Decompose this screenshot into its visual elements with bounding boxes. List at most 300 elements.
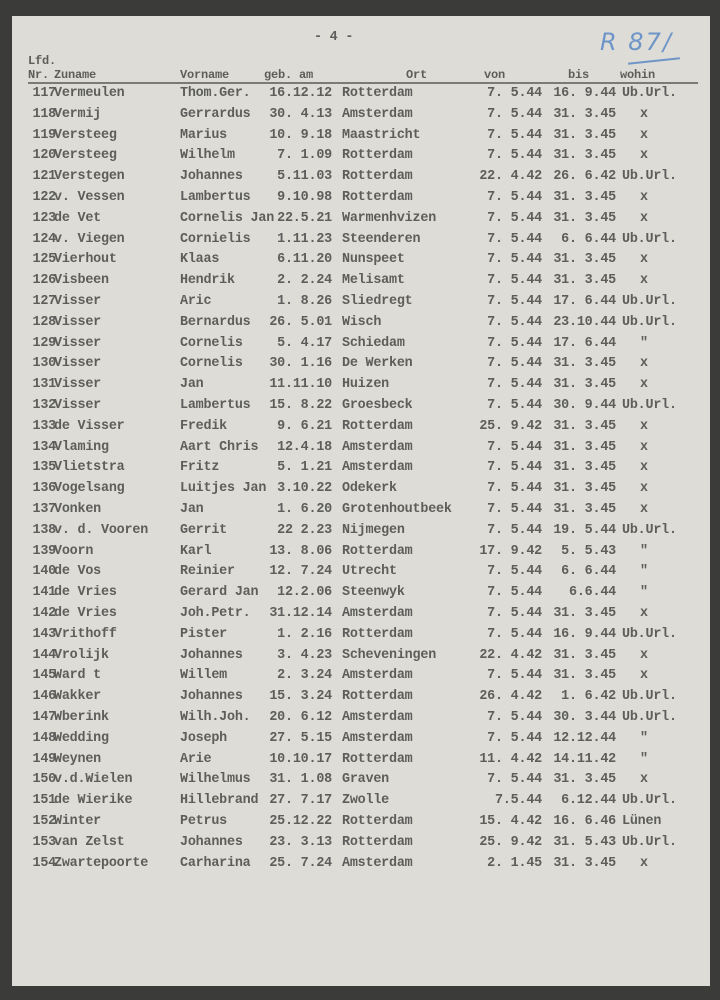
cell-zuname: de Wierike [54, 793, 133, 809]
cell-von: 7. 5.44 [487, 314, 542, 330]
table-row [12, 710, 710, 731]
cell-bis: 31. 3.45 [553, 855, 616, 871]
cell-bis: 31. 3.45 [553, 377, 616, 393]
cell-zuname: Voorn [54, 543, 94, 559]
cell-wohin: Ub.Url. [622, 834, 677, 850]
header-geb-am: geb. am [264, 68, 314, 82]
table-row [12, 440, 710, 461]
cell-zuname: Wakker [54, 689, 102, 705]
cell-ort: Rotterdam [342, 834, 413, 850]
header-bis: bis [568, 68, 590, 82]
cell-vorname: Pister [180, 626, 228, 642]
cell-nr: 124 [32, 231, 56, 247]
cell-geb: 30. 1.16 [269, 356, 332, 372]
cell-ort: Zwolle [342, 793, 390, 809]
cell-bis: 31. 3.45 [553, 190, 616, 205]
cell-bis: 31. 3.45 [553, 356, 616, 372]
cell-wohin: Ub.Url. [622, 314, 677, 330]
cell-von: 7. 5.44 [487, 294, 542, 309]
cell-zuname: Visser [54, 294, 102, 309]
cell-geb: 10.10.17 [269, 751, 332, 767]
cell-zuname: Visser [54, 314, 102, 330]
header-underline [28, 82, 698, 84]
cell-vorname: Johannes [180, 834, 243, 850]
cell-ort: Steenwyk [342, 585, 405, 601]
cell-nr: 152 [32, 814, 56, 829]
cell-bis: 31. 3.45 [553, 460, 616, 476]
cell-geb: 22.5.21 [277, 210, 332, 226]
cell-geb: 2. 2.24 [277, 273, 332, 289]
cell-geb: 11.11.10 [269, 377, 332, 393]
cell-nr: 126 [32, 273, 56, 289]
cell-ort: Amsterdam [342, 730, 413, 746]
cell-nr: 150 [32, 772, 56, 788]
cell-zuname: van Zelst [54, 834, 125, 850]
table-row [12, 148, 710, 169]
page-number: - 4 - [314, 30, 354, 45]
cell-nr: 139 [32, 543, 56, 559]
cell-vorname: Aric [180, 294, 212, 309]
cell-ort: Rotterdam [342, 689, 413, 705]
cell-wohin: Ub.Url. [622, 294, 677, 309]
cell-von: 7. 5.44 [487, 481, 542, 497]
cell-vorname: Thom.Ger. [180, 86, 251, 101]
cell-von: 7. 5.44 [487, 502, 542, 517]
cell-nr: 148 [32, 730, 56, 746]
table-row [12, 502, 710, 523]
table-row [12, 169, 710, 190]
cell-von: 22. 4.42 [479, 169, 542, 185]
cell-zuname: Winter [54, 814, 102, 829]
cell-ort: Graven [342, 772, 390, 788]
cell-nr: 147 [32, 710, 56, 725]
cell-geb: 27. 7.17 [269, 793, 332, 809]
cell-ort: Rotterdam [342, 751, 413, 767]
cell-nr: 149 [32, 751, 56, 767]
cell-bis: 31. 3.45 [553, 481, 616, 497]
cell-zuname: Vierhout [54, 252, 117, 268]
cell-nr: 133 [32, 418, 56, 434]
cell-nr: 140 [32, 564, 56, 580]
cell-zuname: Vogelsang [54, 481, 125, 497]
cell-geb: 23. 3.13 [269, 834, 332, 850]
cell-vorname: Joh.Petr. [180, 606, 251, 621]
cell-von: 7. 5.44 [487, 398, 542, 413]
cell-geb: 15. 8.22 [269, 398, 332, 413]
stamp-underline [628, 57, 680, 64]
cell-nr: 128 [32, 314, 56, 330]
table-row [12, 731, 710, 752]
cell-von: 7. 5.44 [487, 190, 542, 205]
cell-von: 25. 9.42 [479, 418, 542, 434]
cell-von: 7. 5.44 [487, 335, 542, 351]
cell-nr: 145 [32, 668, 56, 684]
header-wohin: wohin [620, 68, 656, 82]
cell-von: 7. 5.44 [487, 273, 542, 289]
cell-vorname: Cornelis [180, 335, 243, 351]
table-row [12, 856, 710, 877]
cell-vorname: Willem [180, 668, 228, 684]
cell-wohin: x [640, 418, 648, 434]
archive-stamp: R 87/ [600, 28, 673, 56]
cell-vorname: Cornielis [180, 231, 251, 247]
cell-bis: 31. 3.45 [553, 148, 616, 164]
cell-bis: 30. 3.44 [553, 710, 616, 725]
document-page [12, 16, 710, 986]
cell-geb: 7. 1.09 [277, 148, 332, 164]
header-lfd: Lfd. [28, 54, 57, 68]
cell-von: 7. 5.44 [487, 522, 542, 538]
cell-von: 7. 5.44 [487, 148, 542, 164]
cell-bis: 31. 3.45 [553, 439, 616, 455]
table-row [12, 336, 710, 357]
cell-geb: 26. 5.01 [269, 314, 332, 330]
cell-zuname: Vonken [54, 502, 102, 517]
cell-vorname: Marius [180, 127, 228, 143]
cell-geb: 5.11.03 [277, 169, 332, 185]
cell-zuname: Vlaming [54, 439, 109, 455]
cell-geb: 12.4.18 [277, 439, 332, 455]
cell-zuname: Visser [54, 356, 102, 372]
cell-von: 7. 5.44 [487, 377, 542, 393]
cell-zuname: Zwartepoorte [54, 855, 149, 871]
cell-geb: 12.2.06 [277, 585, 332, 601]
cell-wohin: x [640, 127, 648, 143]
cell-nr: 137 [32, 502, 56, 517]
cell-wohin: x [640, 460, 648, 476]
cell-nr: 121 [32, 169, 56, 185]
cell-bis: 19. 5.44 [553, 522, 616, 538]
cell-ort: Huizen [342, 377, 390, 393]
cell-von: 7. 5.44 [487, 585, 542, 601]
cell-vorname: Lambertus [180, 398, 251, 413]
cell-geb: 25.12.22 [269, 814, 332, 829]
cell-wohin: x [640, 647, 648, 663]
cell-wohin: Ub.Url. [622, 689, 677, 705]
cell-nr: 123 [32, 210, 56, 226]
cell-bis: 16. 9.44 [553, 86, 616, 101]
cell-wohin: Lünen [622, 814, 662, 829]
header-ort: Ort [406, 68, 428, 82]
cell-wohin: Ub.Url. [622, 231, 677, 247]
cell-nr: 146 [32, 689, 56, 705]
cell-ort: Steenderen [342, 231, 421, 247]
cell-wohin: x [640, 356, 648, 372]
cell-wohin: Ub.Url. [622, 793, 677, 809]
cell-vorname: Aart Chris [180, 439, 259, 455]
cell-wohin: x [640, 606, 648, 621]
table-row [12, 648, 710, 669]
table-row [12, 273, 710, 294]
cell-wohin: x [640, 106, 648, 122]
cell-bis: 6. 6.44 [561, 564, 616, 580]
table-row [12, 544, 710, 565]
cell-vorname: Arie [180, 751, 212, 767]
table-row [12, 252, 710, 273]
cell-wohin: x [640, 377, 648, 393]
cell-geb: 3.10.22 [277, 481, 332, 497]
cell-von: 2. 1.45 [487, 855, 542, 871]
cell-wohin: x [640, 855, 648, 871]
cell-zuname: Vrithoff [54, 626, 117, 642]
cell-vorname: Luitjes Jan [180, 481, 267, 497]
table-row [12, 585, 710, 606]
cell-ort: Groesbeck [342, 398, 413, 413]
cell-wohin: Ub.Url. [622, 398, 677, 413]
cell-bis: 31. 3.45 [553, 502, 616, 517]
cell-ort: Odekerk [342, 481, 397, 497]
cell-nr: 136 [32, 481, 56, 497]
cell-ort: Melisamt [342, 273, 405, 289]
cell-wohin: x [640, 439, 648, 455]
cell-zuname: de Visser [54, 418, 125, 434]
cell-geb: 6.11.20 [277, 252, 332, 268]
cell-nr: 130 [32, 356, 56, 372]
cell-geb: 25. 7.24 [269, 855, 332, 871]
cell-nr: 153 [32, 834, 56, 850]
table-row [12, 128, 710, 149]
cell-nr: 154 [32, 855, 56, 871]
cell-vorname: Wilhelmus [180, 772, 251, 788]
cell-geb: 30. 4.13 [269, 106, 332, 122]
cell-bis: 12.12.44 [553, 730, 616, 746]
cell-vorname: Lambertus [180, 190, 251, 205]
table-row [12, 481, 710, 502]
table-row [12, 190, 710, 211]
cell-ort: Nunspeet [342, 252, 405, 268]
cell-von: 17. 9.42 [479, 543, 542, 559]
cell-zuname: v. Viegen [54, 231, 125, 247]
cell-wohin: Ub.Url. [622, 626, 677, 642]
cell-vorname: Hendrik [180, 273, 235, 289]
cell-von: 7. 5.44 [487, 127, 542, 143]
cell-vorname: Carharina [180, 855, 251, 871]
table-row [12, 107, 710, 128]
cell-bis: 31. 5.43 [553, 834, 616, 850]
cell-vorname: Bernardus [180, 314, 251, 330]
cell-bis: 14.11.42 [553, 751, 616, 767]
cell-geb: 9. 6.21 [277, 418, 332, 434]
cell-wohin: " [640, 730, 648, 746]
cell-nr: 143 [32, 626, 56, 642]
cell-vorname: Wilhelm [180, 148, 235, 164]
table-row [12, 752, 710, 773]
cell-wohin: x [640, 252, 648, 268]
cell-wohin: Ub.Url. [622, 522, 677, 538]
cell-wohin: x [640, 190, 648, 205]
cell-von: 7. 5.44 [487, 231, 542, 247]
cell-von: 7. 5.44 [487, 210, 542, 226]
cell-vorname: Fredik [180, 418, 228, 434]
cell-von: 7. 5.44 [487, 668, 542, 684]
cell-von: 7. 5.44 [487, 730, 542, 746]
cell-zuname: Vermij [54, 106, 102, 122]
cell-ort: Rotterdam [342, 626, 413, 642]
cell-von: 7. 5.44 [487, 106, 542, 122]
cell-zuname: Versteeg [54, 127, 117, 143]
cell-ort: Wisch [342, 314, 382, 330]
cell-zuname: Vlietstra [54, 460, 125, 476]
cell-bis: 31. 3.45 [553, 772, 616, 788]
cell-ort: Rotterdam [342, 169, 413, 185]
cell-bis: 5. 5.43 [561, 543, 616, 559]
table-row [12, 211, 710, 232]
cell-wohin: " [640, 585, 648, 601]
cell-ort: Sliedregt [342, 294, 413, 309]
cell-nr: 117 [32, 86, 56, 101]
cell-nr: 125 [32, 252, 56, 268]
cell-zuname: de Vries [54, 585, 117, 601]
cell-von: 7. 5.44 [487, 252, 542, 268]
cell-geb: 31.12.14 [269, 606, 332, 621]
cell-geb: 5. 4.17 [277, 335, 332, 351]
header-nr: Nr. [28, 68, 50, 82]
header-von: von [484, 68, 506, 82]
cell-wohin: " [640, 543, 648, 559]
cell-wohin: Ub.Url. [622, 86, 677, 101]
cell-wohin: " [640, 335, 648, 351]
cell-vorname: Johannes [180, 689, 243, 705]
cell-vorname: Jan [180, 377, 204, 393]
cell-nr: 119 [32, 127, 56, 143]
cell-ort: Amsterdam [342, 668, 413, 684]
cell-zuname: Ward t [54, 668, 102, 684]
cell-ort: Maastricht [342, 127, 421, 143]
cell-ort: Warmenhvizen [342, 210, 437, 226]
cell-nr: 129 [32, 335, 56, 351]
cell-ort: Rotterdam [342, 418, 413, 434]
cell-geb: 2. 3.24 [277, 668, 332, 684]
cell-geb: 5. 1.21 [277, 460, 332, 476]
cell-wohin: x [640, 668, 648, 684]
cell-bis: 31. 3.45 [553, 273, 616, 289]
cell-von: 7. 5.44 [487, 564, 542, 580]
cell-von: 7.5.44 [494, 793, 542, 809]
cell-geb: 31. 1.08 [269, 772, 332, 788]
cell-wohin: Ub.Url. [622, 169, 677, 185]
cell-vorname: Hillebrand [180, 793, 259, 809]
cell-ort: Rotterdam [342, 190, 413, 205]
cell-vorname: Joseph [180, 730, 228, 746]
cell-vorname: Wilh.Joh. [180, 710, 251, 725]
cell-nr: 135 [32, 460, 56, 476]
cell-ort: Amsterdam [342, 106, 413, 122]
cell-vorname: Cornelis [180, 356, 243, 372]
cell-geb: 10. 9.18 [269, 127, 332, 143]
table-row [12, 460, 710, 481]
table-row [12, 606, 710, 627]
cell-bis: 31. 3.45 [553, 418, 616, 434]
table-row [12, 523, 710, 544]
cell-ort: Amsterdam [342, 710, 413, 725]
cell-vorname: Reinier [180, 564, 235, 580]
cell-von: 7. 5.44 [487, 606, 542, 621]
cell-zuname: Wberink [54, 710, 109, 725]
cell-vorname: Jan [180, 502, 204, 517]
cell-geb: 27. 5.15 [269, 730, 332, 746]
cell-wohin: Ub.Url. [622, 710, 677, 725]
cell-ort: Nijmegen [342, 522, 405, 538]
cell-zuname: Visser [54, 377, 102, 393]
cell-nr: 141 [32, 585, 56, 601]
cell-von: 7. 5.44 [487, 439, 542, 455]
cell-bis: 30. 9.44 [553, 398, 616, 413]
cell-wohin: x [640, 210, 648, 226]
cell-von: 7. 5.44 [487, 772, 542, 788]
table-row [12, 377, 710, 398]
cell-zuname: Vrolijk [54, 647, 109, 663]
cell-vorname: Gerrit [180, 522, 228, 538]
table-row [12, 86, 710, 107]
cell-geb: 13. 8.06 [269, 543, 332, 559]
cell-ort: Amsterdam [342, 606, 413, 621]
cell-bis: 16. 9.44 [553, 626, 616, 642]
cell-zuname: Wedding [54, 730, 109, 746]
table-row [12, 772, 710, 793]
cell-vorname: Gerrardus [180, 106, 251, 122]
cell-bis: 6.6.44 [568, 585, 616, 601]
cell-vorname: Cornelis Jan [180, 210, 275, 226]
cell-nr: 122 [32, 190, 56, 205]
cell-geb: 1. 8.26 [277, 294, 332, 309]
cell-geb: 3. 4.23 [277, 647, 332, 663]
cell-ort: De Werken [342, 356, 413, 372]
cell-nr: 151 [32, 793, 56, 809]
cell-von: 22. 4.42 [479, 647, 542, 663]
cell-zuname: v.d.Wielen [54, 772, 133, 788]
cell-nr: 131 [32, 377, 56, 393]
cell-geb: 15. 3.24 [269, 689, 332, 705]
cell-nr: 120 [32, 148, 56, 164]
cell-vorname: Johannes [180, 169, 243, 185]
cell-ort: Grotenhoutbeek [342, 502, 452, 517]
cell-nr: 138 [32, 522, 56, 538]
cell-ort: Schiedam [342, 335, 405, 351]
cell-vorname: Petrus [180, 814, 228, 829]
cell-bis: 6.12.44 [561, 793, 616, 809]
cell-ort: Amsterdam [342, 460, 413, 476]
cell-ort: Rotterdam [342, 148, 413, 164]
cell-zuname: Visbeen [54, 273, 109, 289]
cell-zuname: Versteeg [54, 148, 117, 164]
cell-vorname: Karl [180, 543, 212, 559]
cell-geb: 20. 6.12 [269, 710, 332, 725]
cell-ort: Amsterdam [342, 855, 413, 871]
table-row [12, 398, 710, 419]
cell-geb: 12. 7.24 [269, 564, 332, 580]
table-row [12, 356, 710, 377]
cell-nr: 134 [32, 439, 56, 455]
cell-von: 15. 4.42 [479, 814, 542, 829]
cell-nr: 127 [32, 294, 56, 309]
cell-von: 7. 5.44 [487, 710, 542, 725]
cell-zuname: de Vries [54, 606, 117, 621]
table-row [12, 689, 710, 710]
cell-ort: Rotterdam [342, 543, 413, 559]
cell-bis: 6. 6.44 [561, 231, 616, 247]
cell-wohin: x [640, 772, 648, 788]
cell-zuname: de Vet [54, 210, 102, 226]
cell-vorname: Gerard Jan [180, 585, 259, 601]
cell-wohin: x [640, 481, 648, 497]
cell-geb: 1. 6.20 [277, 502, 332, 517]
cell-bis: 1. 6.42 [561, 689, 616, 705]
cell-wohin: " [640, 751, 648, 767]
cell-vorname: Johannes [180, 647, 243, 663]
cell-bis: 31. 3.45 [553, 647, 616, 663]
cell-zuname: v. d. Vooren [54, 522, 149, 538]
cell-zuname: Visser [54, 398, 102, 413]
